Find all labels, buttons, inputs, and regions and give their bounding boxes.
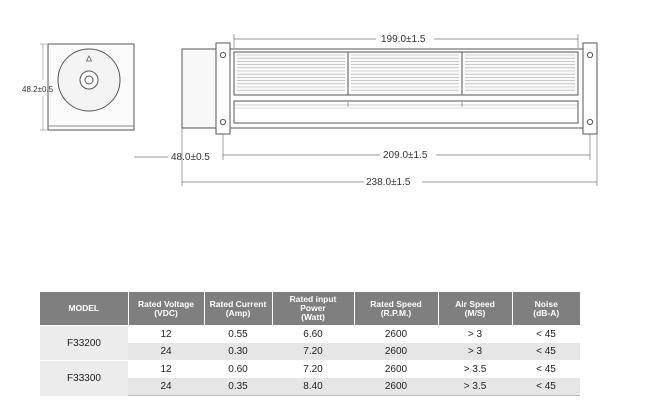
overall-length-dimension: 238.0±1.5 [366, 177, 411, 188]
air-speed-cell: > 3 [438, 343, 512, 361]
housing-width-dimension: 48.0±0.5 [171, 152, 210, 163]
voltage-cell: 12 [128, 326, 204, 344]
power-cell: 8.40 [272, 378, 354, 396]
header-rated-current: Rated Current (Amp) [204, 292, 272, 326]
model-cell: F33200 [40, 326, 128, 361]
air-outlet [234, 101, 578, 123]
right-mounting-flange [583, 43, 597, 134]
current-cell: 0.30 [204, 343, 272, 361]
header-rated-voltage: Rated Voltage (VDC) [128, 292, 204, 326]
speed-cell: 2600 [354, 378, 438, 396]
blower-length-dimension: 199.0±1.5 [381, 34, 426, 45]
voltage-cell: 24 [128, 378, 204, 396]
header-noise: Noise (dB-A) [512, 292, 580, 326]
speed-cell: 2600 [354, 326, 438, 344]
air-speed-cell: > 3.5 [438, 361, 512, 379]
side-view [182, 43, 597, 134]
speed-cell: 2600 [354, 361, 438, 379]
header-rated-speed: Rated Speed (R.P.M.) [354, 292, 438, 326]
power-cell: 7.20 [272, 343, 354, 361]
air-speed-cell: > 3.5 [438, 378, 512, 396]
motor-end-cap [182, 49, 216, 128]
header-rated-input-power: Rated input Power (Watt) [272, 292, 354, 326]
left-mounting-flange [216, 43, 230, 134]
mount-pitch-dimension: 209.0±1.5 [383, 150, 428, 161]
noise-cell: < 45 [512, 343, 580, 361]
speed-cell: 2600 [354, 343, 438, 361]
table-row [40, 326, 580, 344]
header-air-speed: Air Speed (M/S) [438, 292, 512, 326]
power-cell: 7.20 [272, 361, 354, 379]
power-cell: 6.60 [272, 326, 354, 344]
air-speed-cell: > 3 [438, 326, 512, 344]
header-model: MODEL [40, 292, 128, 326]
noise-cell: < 45 [512, 361, 580, 379]
table-row [40, 361, 580, 379]
voltage-cell: 24 [128, 343, 204, 361]
noise-cell: < 45 [512, 326, 580, 344]
front-view [40, 44, 134, 130]
current-cell: 0.55 [204, 326, 272, 344]
voltage-cell: 12 [128, 361, 204, 379]
noise-cell: < 45 [512, 378, 580, 396]
front-height-dimension: 48.2±0.5 [22, 85, 54, 94]
specification-table [40, 292, 580, 396]
current-cell: 0.60 [204, 361, 272, 379]
table-header-row [40, 292, 580, 326]
current-cell: 0.35 [204, 378, 272, 396]
model-cell: F33300 [40, 361, 128, 396]
